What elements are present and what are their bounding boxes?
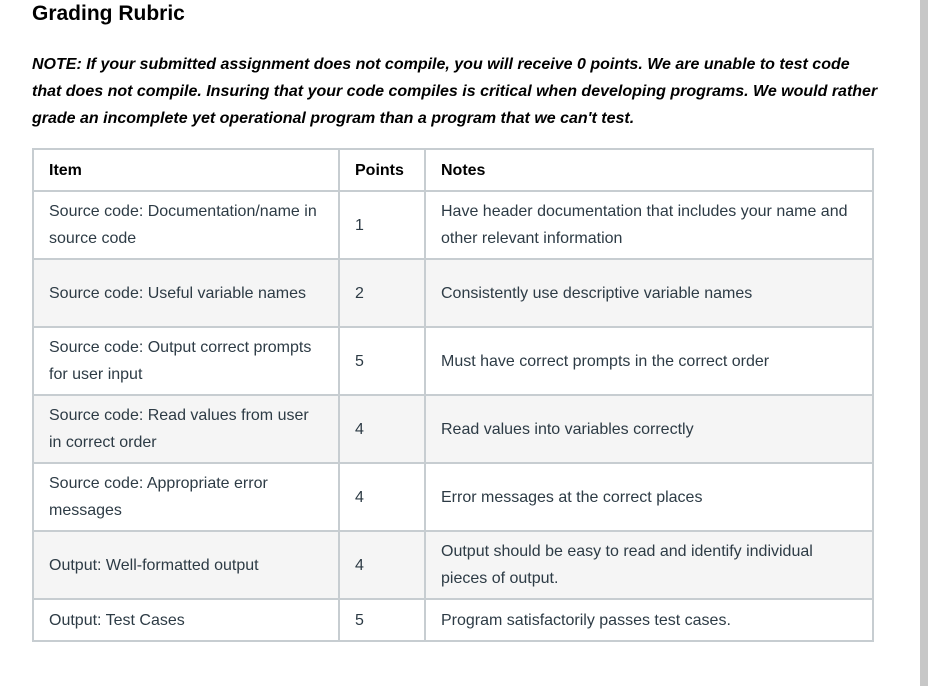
table-row <box>33 599 873 641</box>
column-header-points: Points <box>339 149 425 191</box>
page-title: Grading Rubric <box>32 2 185 25</box>
notes-cell: Output should be easy to read and identify individual pieces of output. <box>425 531 873 599</box>
column-header-item: Item <box>33 149 339 191</box>
table-row <box>33 191 873 259</box>
points-cell: 4 <box>339 531 425 599</box>
points-cell: 2 <box>339 259 425 327</box>
item-cell: Source code: Output correct prompts for user input <box>33 327 339 395</box>
table-row <box>33 395 873 463</box>
item-cell: Source code: Appropriate error messages <box>33 463 339 531</box>
points-cell: 4 <box>339 463 425 531</box>
compile-note: NOTE: If your submitted assignment does not compile, you will receive 0 points. We are unable to test code that does not compile. Insuring that your code compiles is critical when developing programs. We would rather grade an incomplete yet operational program than a program that we can't test. <box>32 56 878 127</box>
points-cell: 4 <box>339 395 425 463</box>
notes-cell: Must have correct prompts in the correct order <box>425 327 873 395</box>
notes-cell: Read values into variables correctly <box>425 395 873 463</box>
table-row <box>33 531 873 599</box>
item-cell: Source code: Read values from user in correct order <box>33 395 339 463</box>
rubric-table <box>32 148 874 642</box>
points-cell: 5 <box>339 327 425 395</box>
notes-cell: Consistently use descriptive variable names <box>425 259 873 327</box>
item-cell: Output: Test Cases <box>33 599 339 641</box>
item-cell: Output: Well-formatted output <box>33 531 339 599</box>
table-row <box>33 259 873 327</box>
points-cell: 1 <box>339 191 425 259</box>
item-cell: Source code: Documentation/name in source code <box>33 191 339 259</box>
notes-cell: Error messages at the correct places <box>425 463 873 531</box>
item-cell: Source code: Useful variable names <box>33 259 339 327</box>
points-cell: 5 <box>339 599 425 641</box>
table-header-row <box>33 149 873 191</box>
table-row <box>33 463 873 531</box>
rubric-content <box>32 0 878 629</box>
table-row <box>33 327 873 395</box>
column-header-notes: Notes <box>425 149 873 191</box>
notes-cell: Program satisfactorily passes test cases. <box>425 599 873 641</box>
notes-cell: Have header documentation that includes your name and other relevant information <box>425 191 873 259</box>
vertical-scrollbar[interactable] <box>920 0 928 686</box>
